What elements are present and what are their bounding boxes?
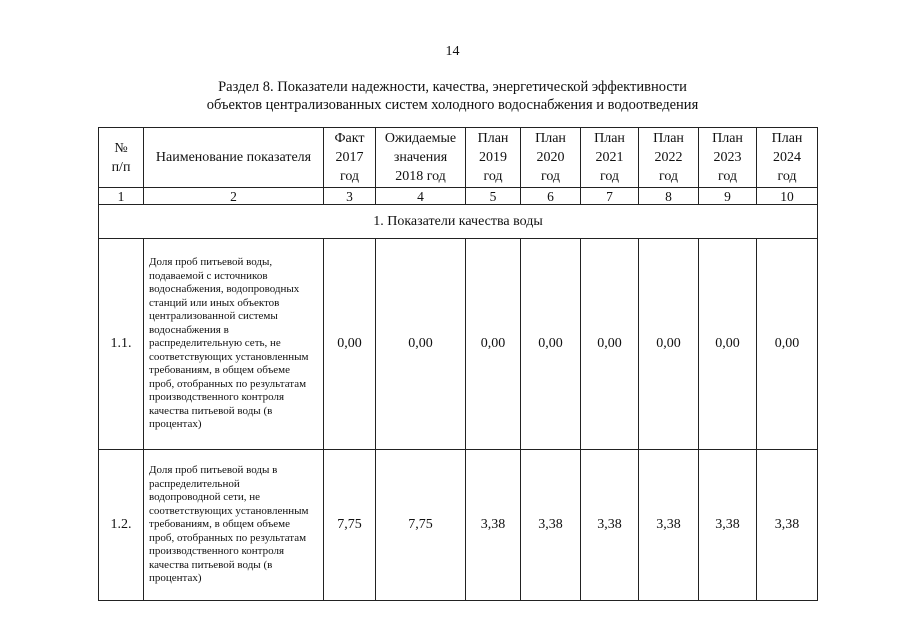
table-row [99, 450, 818, 601]
page-number: 14 [445, 44, 460, 59]
column-number: 9 [699, 188, 757, 205]
header-cell-plan-2022: План 2022 год [639, 128, 699, 188]
header-row [99, 128, 818, 188]
indicator-name: Доля проб питьевой воды, подаваемой с источников водоснабжения, водопроводных станций или иных объектов централизованной системы водоснабжения в распределительную сеть, не соответствующих установленным требованиям, в общем объеме проб, отобранных по результатам производственного контроля качества питьевой воды (в процентах) [144, 239, 324, 450]
value-plan-2021: 0,00 [581, 239, 639, 450]
section-title-line-1: Раздел 8. Показатели надежности, качества, энергетической эффективности [218, 79, 687, 95]
value-plan-2022: 3,38 [639, 450, 699, 601]
value-plan-2023: 0,00 [699, 239, 757, 450]
value-expected-2018: 0,00 [376, 239, 466, 450]
header-cell-indicator-name: Наименование показателя [144, 128, 324, 188]
value-plan-2019: 3,38 [466, 450, 521, 601]
section-header-water-quality: 1. Показатели качества воды [99, 205, 818, 239]
value-fact-2017: 0,00 [324, 239, 376, 450]
column-number: 3 [324, 188, 376, 205]
column-number: 5 [466, 188, 521, 205]
value-plan-2023: 3,38 [699, 450, 757, 601]
header-cell-number: № п/п [99, 128, 144, 188]
value-plan-2020: 3,38 [521, 450, 581, 601]
value-plan-2019: 0,00 [466, 239, 521, 450]
indicators-table [98, 127, 818, 601]
value-plan-2024: 0,00 [757, 239, 818, 450]
column-number: 7 [581, 188, 639, 205]
header-cell-plan-2024: План 2024 год [757, 128, 818, 188]
header-cell-plan-2021: План 2021 год [581, 128, 639, 188]
header-cell-fact-2017: Факт 2017 год [324, 128, 376, 188]
value-fact-2017: 7,75 [324, 450, 376, 601]
row-number: 1.2. [99, 450, 144, 601]
column-number: 8 [639, 188, 699, 205]
table-row [99, 239, 818, 450]
row-number: 1.1. [99, 239, 144, 450]
header-cell-expected-2018: Ожидаемые значения 2018 год [376, 128, 466, 188]
value-plan-2022: 0,00 [639, 239, 699, 450]
column-number: 6 [521, 188, 581, 205]
value-plan-2024: 3,38 [757, 450, 818, 601]
section-header-row [99, 205, 818, 239]
column-number: 1 [99, 188, 144, 205]
column-number: 10 [757, 188, 818, 205]
section-title [0, 78, 905, 114]
header-cell-plan-2019: План 2019 год [466, 128, 521, 188]
value-plan-2020: 0,00 [521, 239, 581, 450]
value-expected-2018: 7,75 [376, 450, 466, 601]
header-cell-plan-2023: План 2023 год [699, 128, 757, 188]
column-number: 4 [376, 188, 466, 205]
section-title-line-2: объектов централизованных систем холодного водоснабжения и водоотведения [206, 97, 699, 113]
indicator-name: Доля проб питьевой воды в распределительной водопроводной сети, не соответствующих установленным требованиям, в общем объеме проб, отобранных по результатам производственного контроля качества питьевой воды (в процентах) [144, 450, 324, 601]
column-number-row [99, 188, 818, 205]
header-cell-plan-2020: План 2020 год [521, 128, 581, 188]
column-number: 2 [144, 188, 324, 205]
value-plan-2021: 3,38 [581, 450, 639, 601]
